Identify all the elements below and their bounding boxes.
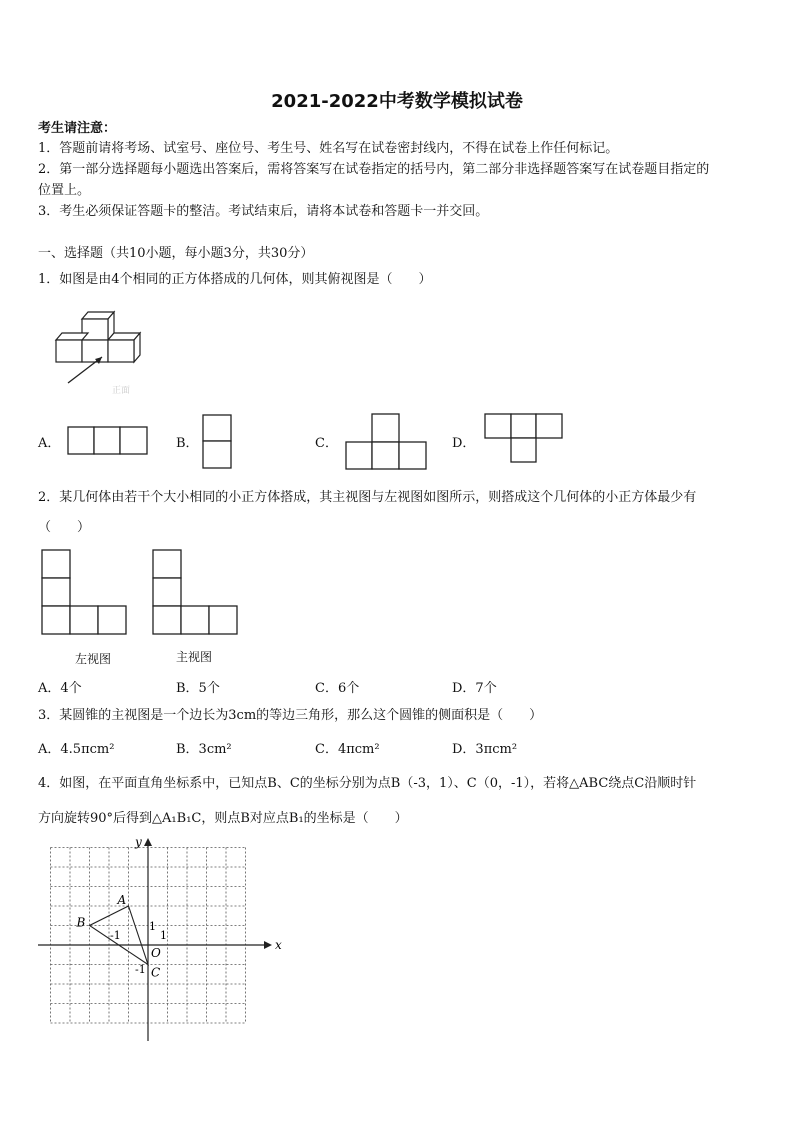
q1-solid-figure (50, 305, 170, 395)
svg-text:正面: 正面 (112, 386, 131, 396)
q2-stem-1: 2．某几何体由若干个大小相同的小正方体搭成，其主视图与左视图如图所示，则搭成这个几何体的小正方体最少有 (38, 490, 697, 505)
section-heading: 一、选择题（共10小题，每小题3分，共30分） (38, 246, 314, 261)
y-axis-arrow (144, 838, 152, 846)
q1-stem: 1．如图是由4个相同的正方体搭成的几何体，则其俯视图是（ ） (38, 272, 432, 287)
point-b-label: B (76, 915, 86, 930)
tick-label-y-1: 1 (149, 920, 156, 933)
x-axis-arrow (264, 941, 272, 949)
q1-option-c-figure (345, 413, 429, 471)
q4-stem-2: 方向旋转90°后得到△A₁B₁C，则点B对应点B₁的坐标是（ ） (38, 811, 408, 826)
q4-stem-1: 4．如图，在平面直角坐标系中，已知点B、C的坐标分别为点B（-3，1）、C（0，-1），若将△ABC绕点C沿顺时针 (38, 776, 697, 791)
q3-option-d[interactable]: D．3πcm² (452, 742, 518, 757)
origin-label: O (151, 946, 161, 960)
q1-option-c[interactable]: C． (315, 436, 338, 451)
q2-front-view-caption: 主视图 (176, 650, 213, 664)
q1-option-a-figure (67, 426, 149, 456)
q1-option-b-figure (202, 414, 234, 470)
q3-stem: 3．某圆锥的主视图是一个边长为3cm的等边三角形，那么这个圆锥的侧面积是（ ） (38, 708, 543, 723)
q2-option-d[interactable]: D．7个 (452, 681, 497, 696)
y-axis-label: y (135, 835, 142, 849)
notice-item-2: 2．第一部分选择题每小题选出答案后，需将答案写在试卷指定的括号内，第二部分非选择题答案写在试卷题目指定的 (38, 162, 710, 177)
page-title: 2021-2022中考数学模拟试卷 (271, 91, 523, 112)
q3-option-c[interactable]: C．4πcm² (315, 742, 380, 757)
q1-option-a[interactable]: A． (38, 436, 61, 451)
x-axis-label: x (275, 938, 282, 952)
tick-label-y-neg1: -1 (135, 963, 146, 976)
notice-item-1: 1．答题前请将考场、试室号、座位号、考生号、姓名写在试卷密封线内，不得在试卷上作任何标记。 (38, 141, 619, 156)
q2-front-view-figure (152, 549, 242, 637)
tick-label-x-neg1: -1 (110, 929, 121, 942)
q1-option-d-figure (484, 413, 566, 465)
tick-label-x-1: 1 (160, 929, 167, 942)
notice-item-3: 3．考生必须保证答题卡的整洁。考试结束后，请将本试卷和答题卡一并交回。 (38, 204, 489, 219)
q2-option-a[interactable]: A．4个 (38, 681, 82, 696)
q1-option-d[interactable]: D． (452, 436, 476, 451)
point-a-label: A (117, 893, 127, 907)
notice-item-2-cont: 位置上。 (38, 183, 91, 198)
notice-heading: 考生请注意： (38, 121, 117, 136)
q2-left-view-caption: 左视图 (75, 652, 112, 666)
q2-stem-2: （ ） (38, 520, 91, 535)
q3-option-b[interactable]: B．3cm² (176, 742, 232, 757)
q1-option-b[interactable]: B． (176, 436, 199, 451)
q2-option-b[interactable]: B．5个 (176, 681, 220, 696)
q3-option-a[interactable]: A．4.5πcm² (38, 742, 115, 757)
point-c-label: C (151, 965, 161, 980)
q2-option-c[interactable]: C．6个 (315, 681, 360, 696)
q2-left-view-figure (41, 549, 131, 637)
q4-coordinate-graph (38, 836, 288, 1041)
